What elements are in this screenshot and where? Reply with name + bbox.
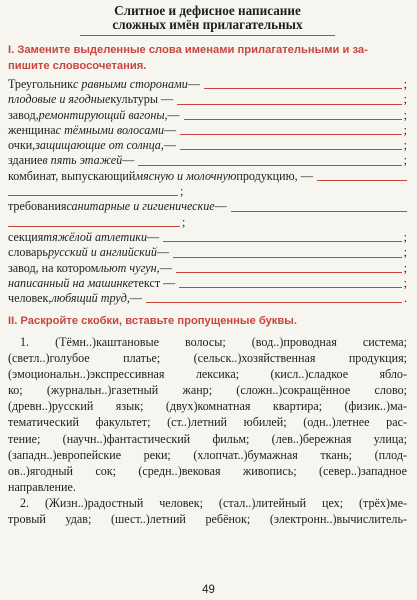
exercise2-line: тровый удав; (шест..)летний ребёнок; (электронн..)вычислитель- bbox=[8, 511, 407, 526]
answer-line bbox=[163, 241, 402, 242]
exercise-row bbox=[8, 184, 407, 199]
row-end-mark: ; bbox=[403, 275, 407, 290]
row-highlighted-words: защищающие от солнца, bbox=[35, 138, 164, 153]
row-highlighted-words: льют чугун, bbox=[98, 260, 160, 275]
row-end-mark: ; bbox=[403, 122, 407, 137]
exercise-row bbox=[8, 108, 407, 123]
row-highlighted-words: санитарные и гигиенические bbox=[66, 199, 215, 214]
row-end-mark: ; bbox=[180, 184, 184, 199]
row-text: очки, bbox=[8, 138, 36, 153]
row-text: текст — bbox=[133, 275, 176, 290]
exercise-row bbox=[8, 92, 407, 107]
page-number: 49 bbox=[202, 584, 215, 596]
row-end-mark: ; bbox=[403, 92, 407, 107]
answer-line bbox=[231, 211, 407, 212]
section2-heading: II. Раскройте скобки, вставьте пропущенные буквы. bbox=[8, 315, 297, 328]
row-text: завод, bbox=[8, 107, 39, 122]
exercise-row bbox=[8, 245, 407, 260]
row-highlighted-words: любящий труд, bbox=[51, 291, 130, 306]
exercise2-line: ов..)ягодный сок; (средн..)вековая живопись; (север..)западное bbox=[8, 463, 407, 478]
exercise1-list bbox=[8, 77, 407, 306]
section1-heading-line: I. Замените выделенные слова именами прилагательными и за- bbox=[8, 44, 368, 56]
row-text: — bbox=[187, 77, 200, 91]
row-end-mark: ; bbox=[182, 214, 186, 229]
row-end-mark: ; bbox=[403, 229, 407, 244]
row-text: секция bbox=[8, 229, 44, 244]
row-text: комбинат, выпускающий bbox=[8, 168, 136, 183]
exercise-row bbox=[8, 123, 407, 138]
row-end-mark: ; bbox=[403, 107, 407, 122]
exercise2-text bbox=[8, 334, 407, 527]
answer-line bbox=[177, 104, 402, 105]
row-highlighted-words: плодовые и ягодные bbox=[8, 92, 111, 107]
exercise-row bbox=[8, 138, 407, 153]
exercise2-line-text: 1. (Тёмн..)каштановые волосы; (вод..)проводная система; bbox=[20, 334, 407, 349]
row-text: — bbox=[122, 153, 135, 168]
row-text: — bbox=[159, 260, 172, 275]
section1-heading bbox=[8, 43, 407, 74]
exercise2-line: (древн..)русский язык; (двух)комнатная квартира; (физик..)ма- bbox=[8, 399, 407, 414]
row-text: завод, на котором bbox=[8, 260, 99, 275]
row-end-mark: ; bbox=[403, 245, 407, 260]
answer-line bbox=[184, 119, 402, 120]
title-line: сложных имён прилагательных bbox=[112, 17, 303, 32]
row-text: — bbox=[129, 291, 142, 306]
answer-line bbox=[204, 88, 402, 89]
exercise2-line: (западн..)европейские реки; (хлопчат..)бумажная ткань; (плод- bbox=[8, 447, 407, 462]
row-highlighted-words: тяжёлой атлетики bbox=[43, 229, 147, 244]
row-text: человек, bbox=[8, 291, 52, 306]
row-end-mark: ; bbox=[403, 138, 407, 153]
row-end-mark: . bbox=[403, 291, 407, 306]
row-end-mark: ; bbox=[403, 260, 407, 275]
exercise2-line: (эмоциональн..)экспрессивная лексика; (кисл..)сладкое ябло- bbox=[8, 367, 407, 382]
row-highlighted-words: с тёмными волосами bbox=[55, 122, 165, 137]
row-end-mark: ; bbox=[403, 153, 407, 168]
exercise2-line: (светл..)голубое платье; (сельск..)хозяйственная продукция; bbox=[8, 351, 407, 366]
row-text: — bbox=[147, 229, 160, 244]
exercise2-line bbox=[8, 334, 407, 350]
exercise-row bbox=[8, 276, 407, 291]
row-highlighted-words: в пять этажей bbox=[42, 153, 123, 168]
row-text: культуры — bbox=[110, 92, 174, 107]
title-line: Слитное и дефисное написание bbox=[114, 3, 301, 18]
answer-line bbox=[173, 257, 402, 258]
exercise-row bbox=[8, 199, 407, 214]
row-text: требования bbox=[8, 199, 67, 214]
row-highlighted-words: русский и английский bbox=[47, 245, 157, 260]
answer-line bbox=[179, 287, 401, 288]
row-text: Треугольник bbox=[8, 77, 74, 91]
answer-line bbox=[180, 149, 402, 150]
answer-line bbox=[8, 195, 178, 196]
exercise2-line: ко; (журнальн..)газетный жанр; (сложн..)сокращённое слово; bbox=[8, 383, 407, 398]
exercise2-line: тематический факультет; (ст..)летний юбилей; (одн..)летнее рас- bbox=[8, 415, 407, 430]
exercise2-line-text: 2. (Жизн..)радостный человек; (стал..)литейный цех; (трёх)ме- bbox=[20, 495, 407, 510]
exercise-row bbox=[8, 261, 407, 276]
answer-line bbox=[176, 272, 402, 273]
row-text: — bbox=[163, 138, 176, 153]
row-text: — bbox=[156, 245, 169, 260]
exercise-row bbox=[8, 215, 407, 230]
exercise2-line: тение; (научн..)фантастический фильм; (лев..)бережная улица; bbox=[8, 431, 407, 446]
row-highlighted-words: с равными сторонами bbox=[73, 77, 188, 91]
answer-line bbox=[8, 226, 180, 227]
exercise-row bbox=[8, 153, 407, 168]
exercise-row bbox=[8, 77, 407, 92]
exercise2-line: направление. bbox=[8, 479, 76, 494]
answer-line bbox=[317, 180, 407, 181]
exercise-row bbox=[8, 291, 407, 306]
title-underline bbox=[80, 35, 335, 36]
row-text: словарь bbox=[8, 245, 48, 260]
section1-heading-line: пишите словосочетания. bbox=[8, 59, 147, 72]
answer-line bbox=[146, 302, 402, 303]
exercise2-line bbox=[8, 495, 407, 511]
answer-line bbox=[180, 134, 402, 135]
row-text: — bbox=[164, 122, 177, 137]
row-text: — bbox=[214, 199, 227, 214]
exercise-row bbox=[8, 169, 407, 184]
row-end-mark: ; bbox=[403, 77, 407, 91]
row-text: женщина bbox=[8, 122, 56, 137]
row-highlighted-words: ремонтирующий вагоны, bbox=[38, 107, 168, 122]
exercise-row bbox=[8, 230, 407, 245]
row-highlighted-words: мясную и молочную bbox=[135, 168, 237, 183]
answer-line bbox=[138, 165, 401, 166]
page-title bbox=[8, 4, 407, 36]
row-text: здание bbox=[8, 153, 43, 168]
row-text: — bbox=[167, 107, 180, 122]
row-highlighted-words: написанный на машинке bbox=[8, 275, 134, 290]
row-text: продукцию, — bbox=[236, 168, 313, 183]
